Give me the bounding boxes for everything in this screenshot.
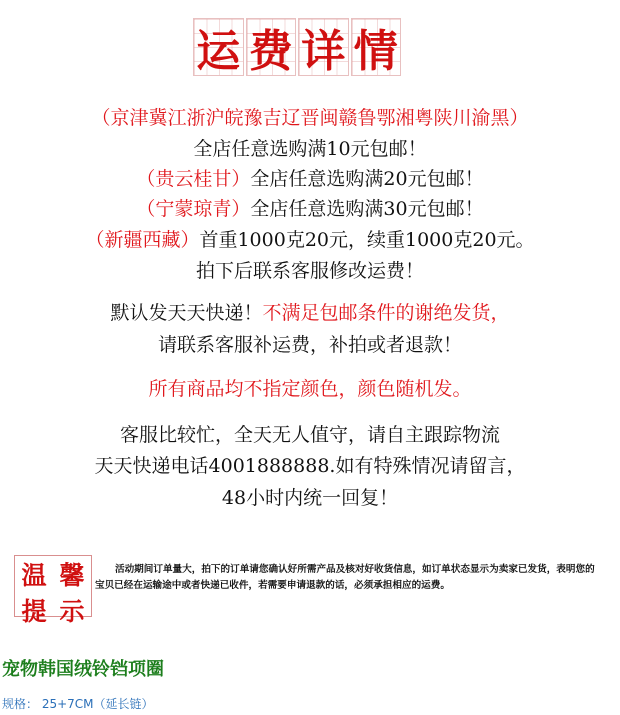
product-title: 宠物韩国绒铃铛项圈 [2,659,164,680]
shipping-details-title [193,18,401,76]
courier-phone-note: 天天快递电话4001888888.如有特殊情况请留言， [94,455,526,477]
free-shipping-regions: （京津冀江浙沪皖豫吉辽晋闽赣鲁鄂湘粤陕川渝黑） [91,107,529,129]
extra-shipping-note: 请联系客服补运费，补拍或者退款！ [157,334,462,356]
free-shipping-rule-20 [0,164,620,191]
warm-char: 馨 [59,561,85,590]
contact-service-note: 拍下后联系客服修改运费！ [195,260,424,282]
rule-text: 全店任意选购满20元包邮！ [250,168,484,190]
product-spec: 规格： 25+7CM（延长链） [2,697,154,711]
region-group: （宁蒙琼青） [136,198,251,220]
title-char: 运 [193,18,244,76]
courier-text: 默认发天天快递！ [110,302,263,324]
service-busy-note: 客服比较忙，全天无人值守，请自主跟踪物流 [119,424,500,446]
title-char: 情 [351,18,402,76]
reply-time-note: 48小时内统一回复！ [221,487,399,509]
warm-tip-seal [14,555,92,626]
title-char: 详 [298,18,349,76]
rule-text: 全店任意选购满30元包邮！ [250,198,484,220]
warm-tip-text: 活动期间订单量大，拍下的订单请您确认好所需产品及核对好收货信息，如订单状态显示为卖家已发货，表明您的宝贝已经在运输途中或者快递已收件，若需要申请退款的话，必须承担相应的运费。 [95,564,595,591]
rule-text: 首重1000克20元，续重1000克20元。 [199,229,535,251]
free-shipping-rule-10: 全店任意选购满10元包邮！ [193,138,427,160]
random-color-note: 所有商品均不指定颜色，颜色随机发。 [148,378,472,400]
region-group: （新疆西藏） [85,229,200,251]
warm-char: 示 [59,597,85,626]
default-courier-note [0,298,620,325]
refuse-shipping-text: 不满足包邮条件的谢绝发货， [262,302,510,324]
warm-char: 提 [21,597,47,626]
title-char: 费 [246,18,297,76]
xinjiang-tibet-rate [0,225,620,252]
free-shipping-rule-30 [0,194,620,221]
region-group: （贵云桂甘） [136,168,251,190]
warm-char: 温 [21,561,47,590]
